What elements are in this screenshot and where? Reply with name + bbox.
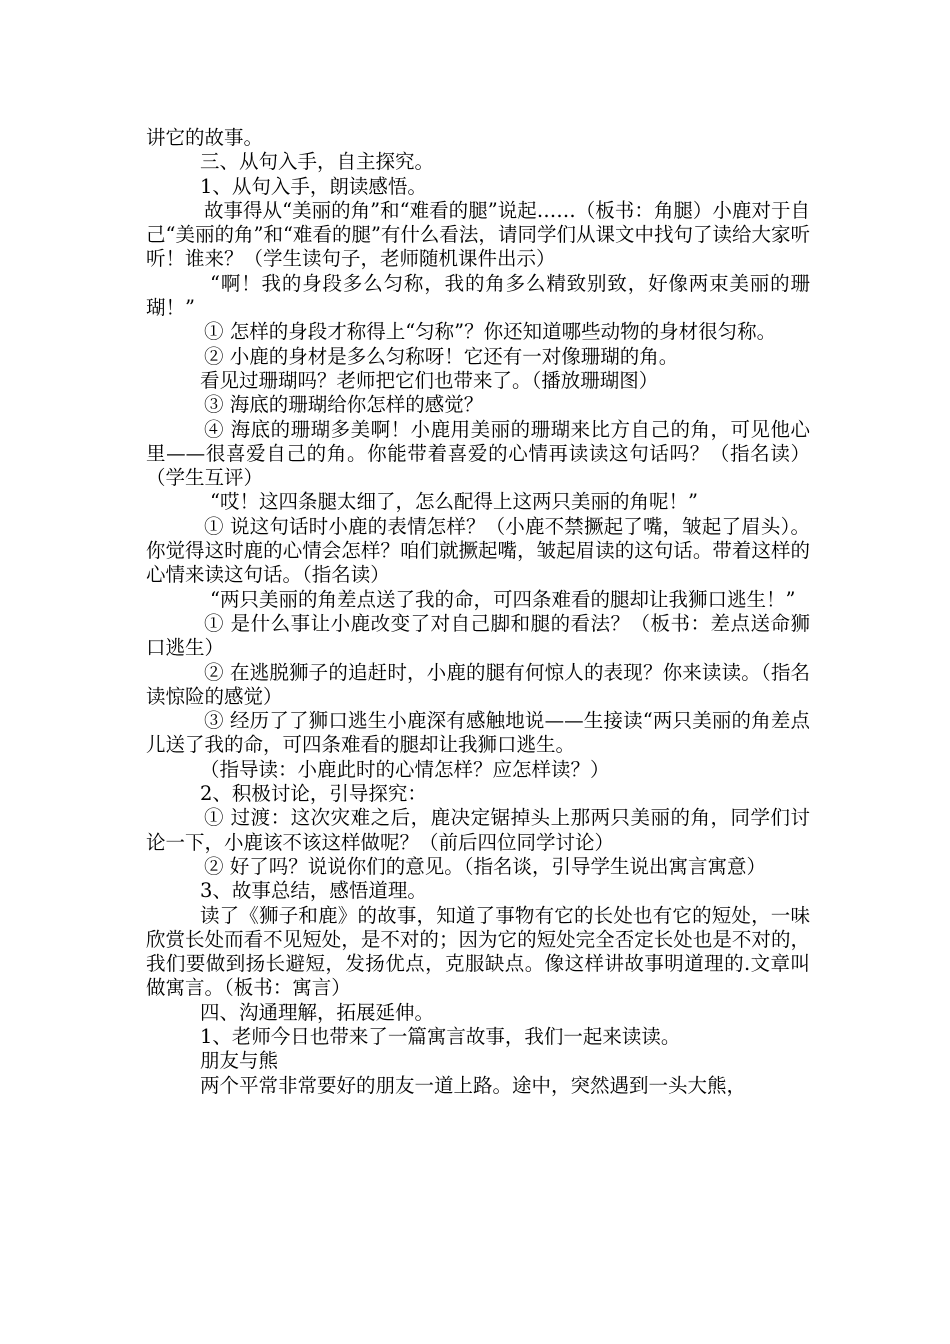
paragraph: “哎！这四条腿太细了，怎么配得上这两只美丽的角呢！” <box>210 490 698 514</box>
paragraph: 1、老师今日也带来了一篇寓言故事，我们一起来读读。 <box>200 1024 681 1048</box>
paragraph: ④ 海底的珊瑚多美啊！小鹿用美丽的珊瑚来比方自己的角，可见他心里——很喜爱自己的角。你能带着喜爱的心情再读读这句话吗？（指名读）（学生互评） <box>146 417 810 490</box>
paragraph: “啊！我的身段多么匀称，我的角多么精致别致，好像两束美丽的珊瑚！” <box>146 271 810 320</box>
paragraph: 两个平常非常要好的朋友一道上路。途中，突然遇到一头大熊， <box>200 1073 747 1097</box>
document-page <box>146 126 810 1098</box>
paragraph: 读了《狮子和鹿》的故事，知道了事物有它的长处也有它的短处，一味欣赏长处而看不见短处，是不对的；因为它的短处完全否定长处也是不对的，我们要做到扬长避短，发扬优点，克服缺点。像这样讲故事明道理的.文章叫做寓言。（板书：寓言） <box>146 903 810 1000</box>
paragraph: 故事得从“美丽的角”和“难看的腿”说起……（板书：角腿）小鹿对于自己“美丽的角”和“难看的腿”有什么看法，请同学们从课文中找句了读给大家听听！谁来？（学生读句子，老师随机课件出示） <box>146 198 810 271</box>
paragraph: ① 说这句话时小鹿的表情怎样？（小鹿不禁撅起了嘴，皱起了眉头）。你觉得这时鹿的心情会怎样？咱们就撅起嘴，皱起眉读的这句话。带着这样的心情来读这句话。（指名读） <box>146 514 810 587</box>
paragraph: ① 怎样的身段才称得上“匀称”？你还知道哪些动物的身材很匀称。 <box>204 320 777 344</box>
paragraph: ③ 经历了了狮口逃生小鹿深有感触地说——生接读“两只美丽的角差点儿送了我的命，可四条难看的腿却让我狮口逃生。 <box>146 709 810 757</box>
paragraph: 3、故事总结，感悟道理。 <box>200 879 427 903</box>
paragraph: ① 是什么事让小鹿改变了对自己脚和腿的看法？（板书：差点送命狮口逃生） <box>146 611 810 660</box>
paragraph: ③ 海底的珊瑚给你怎样的感觉？ <box>204 393 484 417</box>
paragraph: ① 过渡：这次灾难之后，鹿决定锯掉头上那两只美丽的角，同学们讨论一下，小鹿该不该这样做呢？（前后四位同学讨论） <box>146 806 810 854</box>
paragraph: 2、积极讨论，引导探究： <box>200 782 427 806</box>
paragraph: 四、沟通理解，拓展延伸。 <box>200 1000 435 1024</box>
paragraph: ② 好了吗？说说你们的意见。（指名谈，引导学生说出寓言寓意） <box>204 854 766 878</box>
paragraph: 三、从句入手，自主探究。 <box>200 150 435 174</box>
paragraph: 看见过珊瑚吗？老师把它们也带来了。（播放珊瑚图） <box>200 368 659 392</box>
paragraph: 1、从句入手，朗读感悟。 <box>200 174 427 198</box>
paragraph: ② 在逃脱狮子的追赶时，小鹿的腿有何惊人的表现？你来读读。（指名读惊险的感觉） <box>146 660 810 708</box>
paragraph: “两只美丽的角差点送了我的命，可四条难看的腿却让我狮口逃生！” <box>210 587 796 611</box>
paragraph: （指导读：小鹿此时的心情怎样？应怎样读？） <box>200 757 610 781</box>
paragraph: 朋友与熊 <box>200 1049 279 1073</box>
paragraph: ② 小鹿的身材是多么匀称呀！它还有一对像珊瑚的角。 <box>204 344 679 368</box>
paragraph: 讲它的故事。 <box>146 126 264 149</box>
